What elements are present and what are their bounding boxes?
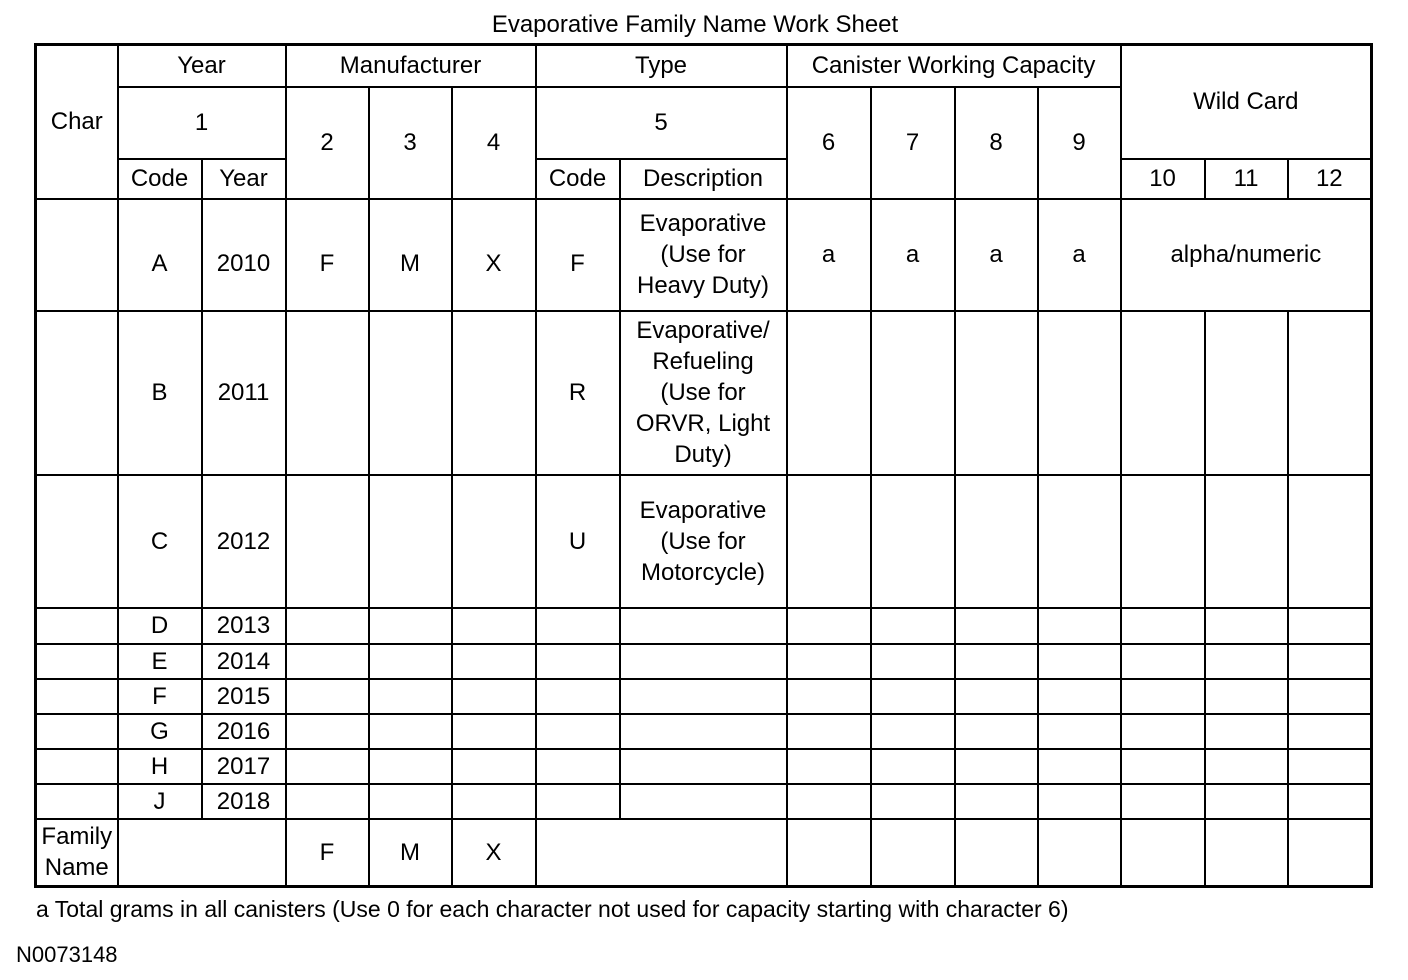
- type-description-header: Description: [620, 159, 787, 199]
- wild-11-cell: [1205, 644, 1288, 679]
- manufacturer-3-cell: [369, 679, 452, 714]
- manufacturer-3-cell: [369, 475, 452, 608]
- year-code-cell: H: [118, 749, 202, 784]
- type-description-cell: [620, 311, 787, 475]
- manufacturer-3-cell: [369, 311, 452, 475]
- type-description-cell: [620, 199, 787, 311]
- capacity-7-cell: [871, 644, 955, 679]
- family-name-capacity-8: [955, 819, 1038, 887]
- description-line: Evaporative: [639, 210, 767, 237]
- family-name-label-line: Family: [41, 823, 113, 851]
- manufacturer-4-cell: X: [452, 199, 536, 311]
- worksheet-table: [34, 43, 1373, 888]
- capacity-6-cell: [787, 644, 871, 679]
- capacity-8-cell: a: [955, 199, 1038, 311]
- wild-10-cell: [1121, 784, 1205, 819]
- capacity-7-cell: [871, 784, 955, 819]
- type-code-cell: [536, 608, 620, 644]
- type-code-cell: [536, 679, 620, 714]
- type-description-cell: [620, 749, 787, 784]
- wild-card-header: Wild Card: [1121, 45, 1372, 159]
- description-line: Heavy Duty): [636, 272, 770, 299]
- description-line: (Use for: [660, 379, 746, 406]
- year-code-cell: F: [118, 679, 202, 714]
- pos3-header: 3: [369, 87, 452, 199]
- family-name-manufacturer-4: X: [452, 819, 536, 887]
- capacity-6-cell: [787, 784, 871, 819]
- year-code-cell: J: [118, 784, 202, 819]
- table-row: [36, 784, 1372, 819]
- manufacturer-4-cell: [452, 679, 536, 714]
- wild-11-cell: [1205, 679, 1288, 714]
- char-cell: [36, 749, 118, 784]
- wild-10-cell: [1121, 311, 1205, 475]
- type-description-cell: [620, 714, 787, 749]
- pos8-header: 8: [955, 87, 1038, 199]
- wild-12-cell: [1288, 644, 1372, 679]
- description-line: Evaporative: [639, 496, 767, 524]
- capacity-6-cell: [787, 679, 871, 714]
- manufacturer-2-cell: [286, 475, 369, 608]
- pos7-header: 7: [871, 87, 955, 199]
- capacity-9-cell: [1038, 644, 1121, 679]
- manufacturer-2-cell: [286, 644, 369, 679]
- description-line: Refueling: [652, 348, 754, 375]
- type-code-header: Code: [536, 159, 620, 199]
- capacity-7-cell: [871, 749, 955, 784]
- capacity-7-cell: [871, 679, 955, 714]
- capacity-group-header: Canister Working Capacity: [787, 45, 1121, 87]
- type-code-cell: [536, 784, 620, 819]
- capacity-9-cell: [1038, 475, 1121, 608]
- header-row-sub: [36, 159, 1372, 199]
- wild-12-cell: [1288, 749, 1372, 784]
- type-description-cell: [620, 475, 787, 608]
- wild-11-cell: [1205, 749, 1288, 784]
- family-name-wild-12: [1288, 819, 1372, 887]
- year-cell: 2012: [202, 475, 286, 608]
- family-name-type-cell: [536, 819, 787, 887]
- table-row: [36, 749, 1372, 784]
- year-code-header: Code: [118, 159, 202, 199]
- wild-11-cell: [1205, 714, 1288, 749]
- char-cell: [36, 475, 118, 608]
- family-name-wild-10: [1121, 819, 1205, 887]
- year-cell: 2018: [202, 784, 286, 819]
- wild-12-cell: [1288, 608, 1372, 644]
- wild-10-cell: [1121, 714, 1205, 749]
- table-row: [36, 199, 1372, 311]
- wild-12-cell: [1288, 714, 1372, 749]
- capacity-7-cell: [871, 608, 955, 644]
- manufacturer-2-cell: [286, 714, 369, 749]
- family-name-year-cell: [118, 819, 286, 887]
- pos1-header: 1: [118, 87, 286, 159]
- year-cell: 2010: [202, 199, 286, 311]
- capacity-8-cell: [955, 311, 1038, 475]
- description-line: Duty): [674, 441, 732, 468]
- manufacturer-2-cell: [286, 749, 369, 784]
- capacity-6-cell: [787, 475, 871, 608]
- wild-10-cell: [1121, 749, 1205, 784]
- capacity-7-cell: a: [871, 199, 955, 311]
- wild-10-cell: [1121, 644, 1205, 679]
- manufacturer-2-cell: [286, 679, 369, 714]
- manufacturer-3-cell: [369, 608, 452, 644]
- table-row: [36, 311, 1372, 475]
- char-cell: [36, 714, 118, 749]
- year-cell: 2011: [202, 311, 286, 475]
- wild-12-cell: [1288, 311, 1372, 475]
- footnote: a Total grams in all canisters (Use 0 for each character not used for capacity starting with character 6): [36, 896, 1069, 922]
- pos5-header: 5: [536, 87, 787, 159]
- capacity-8-cell: [955, 475, 1038, 608]
- family-name-manufacturer-3: M: [369, 819, 452, 887]
- description-line: ORVR, Light: [635, 410, 771, 437]
- family-name-label: [36, 819, 118, 887]
- capacity-8-cell: [955, 749, 1038, 784]
- pos10-header: 10: [1121, 159, 1205, 199]
- family-name-capacity-6: [787, 819, 871, 887]
- char-cell: [36, 784, 118, 819]
- page-title: Evaporative Family Name Work Sheet: [491, 11, 899, 38]
- wild-11-cell: [1205, 475, 1288, 608]
- capacity-6-cell: [787, 749, 871, 784]
- table-row: [36, 644, 1372, 679]
- type-code-cell: F: [536, 199, 620, 311]
- reference-id: N0073148: [16, 942, 118, 967]
- type-code-cell: [536, 644, 620, 679]
- year-cell: 2015: [202, 679, 286, 714]
- year-code-cell: D: [118, 608, 202, 644]
- type-group-header: Type: [536, 45, 787, 87]
- year-year-header: Year: [202, 159, 286, 199]
- year-cell: 2017: [202, 749, 286, 784]
- table-row: [36, 475, 1372, 608]
- capacity-6-cell: [787, 714, 871, 749]
- pos6-header: 6: [787, 87, 871, 199]
- family-name-label-line: Name: [44, 854, 109, 882]
- table-row: [36, 714, 1372, 749]
- type-code-cell: U: [536, 475, 620, 608]
- table-row: [36, 679, 1372, 714]
- pos12-header: 12: [1288, 159, 1372, 199]
- capacity-9-cell: a: [1038, 199, 1121, 311]
- capacity-8-cell: [955, 644, 1038, 679]
- description-line: (Use for: [660, 527, 746, 555]
- type-description-cell: [620, 784, 787, 819]
- capacity-7-cell: [871, 475, 955, 608]
- capacity-9-cell: [1038, 608, 1121, 644]
- type-description-cell: [620, 644, 787, 679]
- year-code-cell: E: [118, 644, 202, 679]
- description-line: Evaporative/: [636, 317, 770, 344]
- year-group-header: Year: [118, 45, 286, 87]
- capacity-8-cell: [955, 714, 1038, 749]
- pos11-header: 11: [1205, 159, 1288, 199]
- char-cell: [36, 311, 118, 475]
- wild-card-cell: alpha/numeric: [1121, 199, 1372, 311]
- wild-11-cell: [1205, 311, 1288, 475]
- type-description-cell: [620, 608, 787, 644]
- year-code-cell: A: [118, 199, 202, 311]
- family-name-capacity-9: [1038, 819, 1121, 887]
- description-line: (Use for: [660, 241, 746, 268]
- manufacturer-2-cell: [286, 311, 369, 475]
- char-cell: [36, 199, 118, 311]
- family-name-capacity-7: [871, 819, 955, 887]
- capacity-8-cell: [955, 679, 1038, 714]
- char-cell: [36, 679, 118, 714]
- type-description-cell: [620, 679, 787, 714]
- manufacturer-2-cell: [286, 608, 369, 644]
- char-cell: [36, 608, 118, 644]
- manufacturer-4-cell: [452, 644, 536, 679]
- manufacturer-4-cell: [452, 714, 536, 749]
- description-line: Motorcycle): [641, 558, 766, 586]
- year-cell: 2014: [202, 644, 286, 679]
- capacity-6-cell: a: [787, 199, 871, 311]
- year-code-cell: G: [118, 714, 202, 749]
- year-code-cell: C: [118, 475, 202, 608]
- manufacturer-4-cell: [452, 608, 536, 644]
- manufacturer-2-cell: F: [286, 199, 369, 311]
- year-cell: 2013: [202, 608, 286, 644]
- manufacturer-3-cell: [369, 714, 452, 749]
- type-code-cell: R: [536, 311, 620, 475]
- capacity-6-cell: [787, 311, 871, 475]
- manufacturer-3-cell: [369, 749, 452, 784]
- pos4-header: 4: [452, 87, 536, 199]
- char-header: Char: [36, 45, 118, 199]
- capacity-9-cell: [1038, 714, 1121, 749]
- wild-12-cell: [1288, 679, 1372, 714]
- family-name-row: [36, 819, 1372, 887]
- manufacturer-3-cell: M: [369, 199, 452, 311]
- year-code-cell: B: [118, 311, 202, 475]
- type-code-cell: [536, 749, 620, 784]
- capacity-9-cell: [1038, 749, 1121, 784]
- manufacturer-4-cell: [452, 749, 536, 784]
- capacity-9-cell: [1038, 784, 1121, 819]
- capacity-8-cell: [955, 608, 1038, 644]
- manufacturer-group-header: Manufacturer: [286, 45, 536, 87]
- header-row-groups: [36, 45, 1372, 87]
- type-code-cell: [536, 714, 620, 749]
- family-name-manufacturer-2: F: [286, 819, 369, 887]
- char-cell: [36, 644, 118, 679]
- family-name-wild-11: [1205, 819, 1288, 887]
- manufacturer-2-cell: [286, 784, 369, 819]
- capacity-7-cell: [871, 311, 955, 475]
- wild-12-cell: [1288, 475, 1372, 608]
- year-cell: 2016: [202, 714, 286, 749]
- manufacturer-4-cell: [452, 784, 536, 819]
- pos9-header: 9: [1038, 87, 1121, 199]
- wild-10-cell: [1121, 679, 1205, 714]
- manufacturer-3-cell: [369, 784, 452, 819]
- wild-10-cell: [1121, 475, 1205, 608]
- table-row: [36, 608, 1372, 644]
- wild-12-cell: [1288, 784, 1372, 819]
- wild-11-cell: [1205, 608, 1288, 644]
- wild-10-cell: [1121, 608, 1205, 644]
- manufacturer-3-cell: [369, 644, 452, 679]
- wild-11-cell: [1205, 784, 1288, 819]
- capacity-9-cell: [1038, 679, 1121, 714]
- capacity-6-cell: [787, 608, 871, 644]
- manufacturer-4-cell: [452, 311, 536, 475]
- capacity-8-cell: [955, 784, 1038, 819]
- capacity-9-cell: [1038, 311, 1121, 475]
- pos2-header: 2: [286, 87, 369, 199]
- manufacturer-4-cell: [452, 475, 536, 608]
- capacity-7-cell: [871, 714, 955, 749]
